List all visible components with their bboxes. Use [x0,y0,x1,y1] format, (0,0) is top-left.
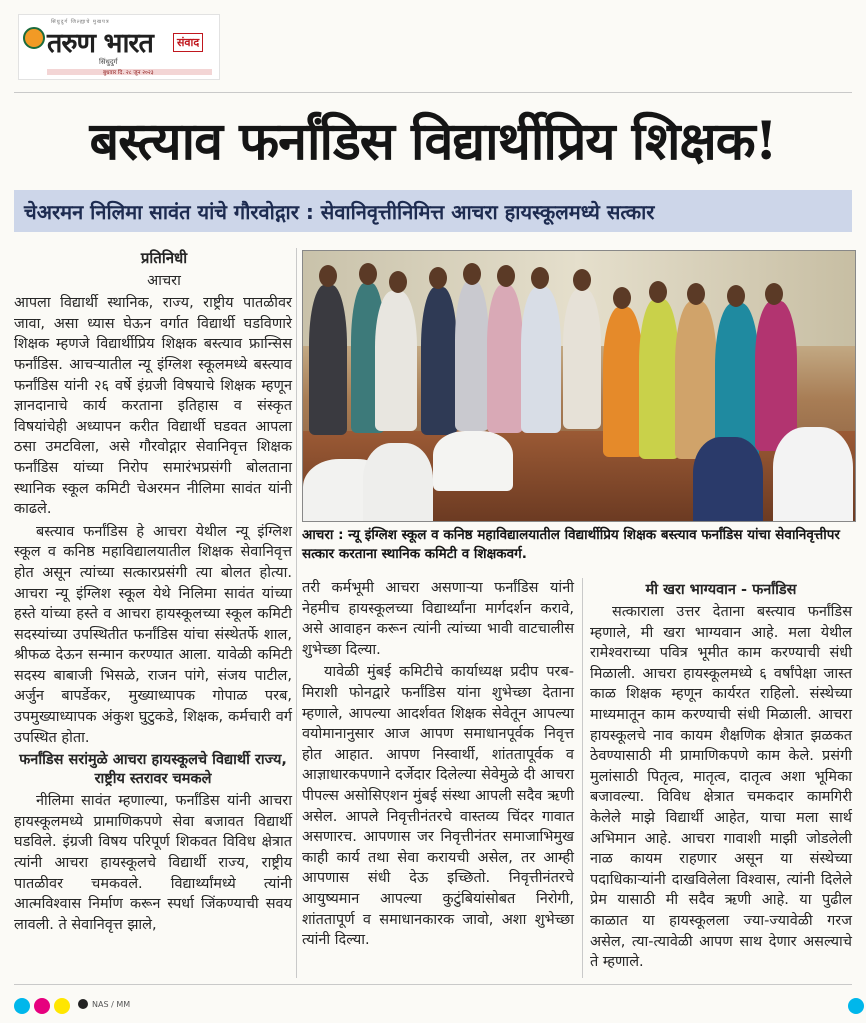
photo-person [375,291,417,431]
photo-person [639,299,679,459]
event-photo [302,250,856,522]
byline: प्रतिनिधी [140,249,188,267]
photo-head [613,287,631,309]
emblem-icon [23,27,45,49]
paragraph: बस्त्याव फर्नांडिस हे आचरा येथील न्यू इंग्लिश स्कूल व कनिष्ठ महाविद्यालयातील शिक्षक सेवानिवृत्त होत असून त्यांच्या सत्कारप्रसंगी त्या बोलत होत्या. आचरा न्यू इंग्लिश स्कूल येथे निलिमा सावंत यांच्या हस्ते यांच्या हस्ते व आचरा हायस्कूलच्या स्कूल कमिटी सदस्यांच्या उपस्थितीत फर्नांडिस यांचा संस्थेतर्फे शाल, श्रीफळ देऊन सन्मान करण्यात आला. यावेळी कमिटी सदस्य बाबाजी भिसळे, राजन पांगे, संजय पाटील, अर्जुन बापर्डेकर, मुख्याध्यापक गोपाळ परब, उपमुख्याध्यापक अंकुश घुटुकडे, शिक्षक, कर्मचारी वर्ग उपस्थित होता. [14,523,292,746]
dateline: आचरा [147,272,181,289]
paragraph: आपला विद्यार्थी स्थानिक, राज्य, राष्ट्रीय पातळीवर जावा, असा ध्यास घेऊन वर्गात विद्यार्थी घडविणारे शिक्षक म्हणजे विद्यार्थीप्रिय शिक्षक बस्त्याव फ्रान्सिस फर्नांडिस. आचऱ्यातील न्यू इंग्लिश स्कूलमध्ये बस्त्याव फर्नांडिस यांनी २६ वर्षे इंग्रजी विषयाचे शिक्षक म्हणून ज्ञानदानाचे कार्य करताना इतिहास व संस्कृत विषयांचेही अध्यापन करीत विद्यार्थी घडवत आपला ठसा उमटविला, असे गौरवोद्गार सेवानिवृत्त शिक्षक फर्नांडिस यांच्या निरोप समारंभप्रसंगी बोलताना स्थानिक स्कूल कमिटी चेअरमन नीलिमा सावंत यांनी काढले. [14,295,292,518]
photo-person [487,285,523,433]
photo-student [773,427,853,522]
photo-head [389,271,407,293]
photo-head [359,263,377,285]
photo-person [455,281,489,431]
photo-head [463,263,481,285]
photo-head [429,267,447,289]
black-dot [78,999,88,1009]
column-subheading: फर्नांडिस सरांमुळे आचरा हायस्कूलचे विद्यार्थी राज्य, राष्ट्रीय स्तरावर चमकले [19,752,287,788]
photo-head [649,281,667,303]
paragraph: तरी कर्मभूमी आचरा असणाऱ्या फर्नांडिस यांनी नेहमीच हायस्कूलच्या विद्यार्थ्यांना मार्गदर्शन करावे, असे आवाहन करून त्यांनी त्यांच्या भावी वाटचालीस शुभेच्छा दिल्या. [302,580,574,658]
masthead-sub: संवाद [173,33,203,52]
paragraph: नीलिमा सावंत म्हणाल्या, फर्नांडिस यांनी आचरा हायस्कूलमध्ये प्रामाणिकपणे सेवा बजावत विद्यार्थी घडविले. इंग्रजी विषय परिपूर्ण शिकवत विविध क्षेत्रात त्यांनी आचरा हायस्कूलचे विद्यार्थी राज्य, राष्ट्रीय पातळीवर चमकवले. विद्यार्थ्यांमध्ये त्यांनी आत्मविश्वास निर्माण करून स्पर्धा जिंकण्याची सवय लावली. ते सेवानिवृत्त झाले, [14,793,292,933]
photo-person [755,301,797,451]
top-rule [14,92,852,93]
cyan-dot-right [848,998,864,1014]
photo-caption: आचरा : न्यू इंग्लिश स्कूल व कनिष्ठ महाविद्यालयातील विद्यार्थीप्रिय शिक्षक बस्त्याव फर्नांडिस यांचा सेवानिवृत्तीपर सत्कार करताना स्थानिक कमिटी व शिक्षकवर्ग. [302,527,840,562]
headline: बस्त्याव फर्नांडिस विद्यार्थीप्रिय शिक्षक! [89,111,777,172]
masthead-name: तरुण भारत [47,28,153,59]
column-divider [296,248,297,978]
magenta-dot [34,998,50,1014]
photo-person [603,307,643,457]
photo-head [727,285,745,307]
photo-student [433,431,513,491]
photo-head [573,269,591,291]
photo-person [421,287,457,435]
paragraph: यावेळी मुंबई कमिटीचे कार्याध्यक्ष प्रदीप परब-मिराशी फोनद्वारे फर्नांडिस यांना शुभेच्छा देताना म्हणाले, आपल्या आदर्शवत शिक्षक सेवेतून आपल्या वयोमानानुसार आज आपण समाधानपूर्वक निवृत्त होत आहात. आपण निस्वार्थी, शांततापूर्वक व आज्ञाधारकपणाने दर्जेदार दिलेल्या सेवेमुळे दी आचरा पीपल्स असोसिएशन मुंबई संस्था आपली सदैव ऋणी असेल. आपले निवृत्तीनंतरचे वास्तव्य चिंदर गावात असणारच. आपणास जर निवृत्तीनंतर समाजाभिमुख काही कार्य तथा सेवा करायची असेल, तर आम्ही आपणास संधी देऊ इच्छितो. निवृत्तीनंतरचे आयुष्यमान आपल्या कुटुंबियांसोबत निरोगी, शांततापूर्ण व समाधानकारक जावो, अशा शुभेच्छा त्यांनी दिल्या. [302,664,574,949]
masthead-logo [18,14,220,80]
column-divider [582,578,583,978]
masthead-tagline: सिंधुदुर्ग जिल्ह्याचे मुखपत्र [51,19,110,25]
masthead-date: बुधवार दि. २८ जून २०२३ [103,70,154,76]
article-column-1 [14,248,292,937]
photo-head [531,267,549,289]
photo-head [319,265,337,287]
photo-person [309,285,347,435]
photo-student [693,437,763,522]
masthead-city: सिंधुदुर्ग [99,58,118,66]
subheadline: चेअरमन निलिमा सावंत यांचे गौरवोद्गार : सेवानिवृत्तीनिमित्त आचरा हायस्कूलमध्ये सत्कार [14,190,852,232]
column-subheading: मी खरा भाग्यवान - फर्नांडिस [645,582,797,598]
photo-head [765,283,783,305]
photo-head [687,283,705,305]
photo-person [563,289,601,429]
photo-student [363,443,433,522]
paragraph: सत्काराला उत्तर देताना बस्त्याव फर्नांडिस म्हणाले, मी खरा भाग्यवान आहे. मला येथील रामेश्वराच्या पवित्र भूमीत काम करण्याची संधी मिळाली. आचरा हायस्कूलमध्ये ६ वर्षांपेक्षा जास्त काळ शिक्षक म्हणून कार्यरत राहिलो. संस्थेच्या माध्यमातून काम करण्याची संधी मिळाली. आचरा हायस्कूलचे नाव कायम शैक्षणिक क्षेत्रात झळकत ठेवण्यासाठी मी प्रामाणिकपणे काम केले. प्रसंगी मुलांसाठी पितृत्व, मातृत्व, दातृत्व अशा भूमिका बजावल्या. विविध क्षेत्रात चमकदार कामगिरी केलेले माझे विद्यार्थी आहेत, याचा मला सार्थ अभिमान आहे. आचरा गावाशी माझी जोडलेली नाळ कायम राहणार असून या संस्थेच्या पदाधिकाऱ्यांनी दाखविलेला विश्वास, त्यांनी दिलेले प्रेम यासाठी मी सदैव ऋणी आहे. या पुढील काळात या हायस्कूलला ज्या-ज्यावेळी गरज असेल, त्या-त्यावेळी आपण साथ देणार असल्याचे ते म्हणाले. [590,604,852,971]
photo-person [521,287,561,433]
photo-head [497,265,515,287]
footer-credit: NAS / MM [92,1000,131,1009]
cyan-dot [14,998,30,1014]
photo-person [675,301,717,459]
bottom-rule [14,984,852,985]
article-column-2 [302,578,574,953]
article-column-3 [590,578,852,975]
yellow-dot [54,998,70,1014]
